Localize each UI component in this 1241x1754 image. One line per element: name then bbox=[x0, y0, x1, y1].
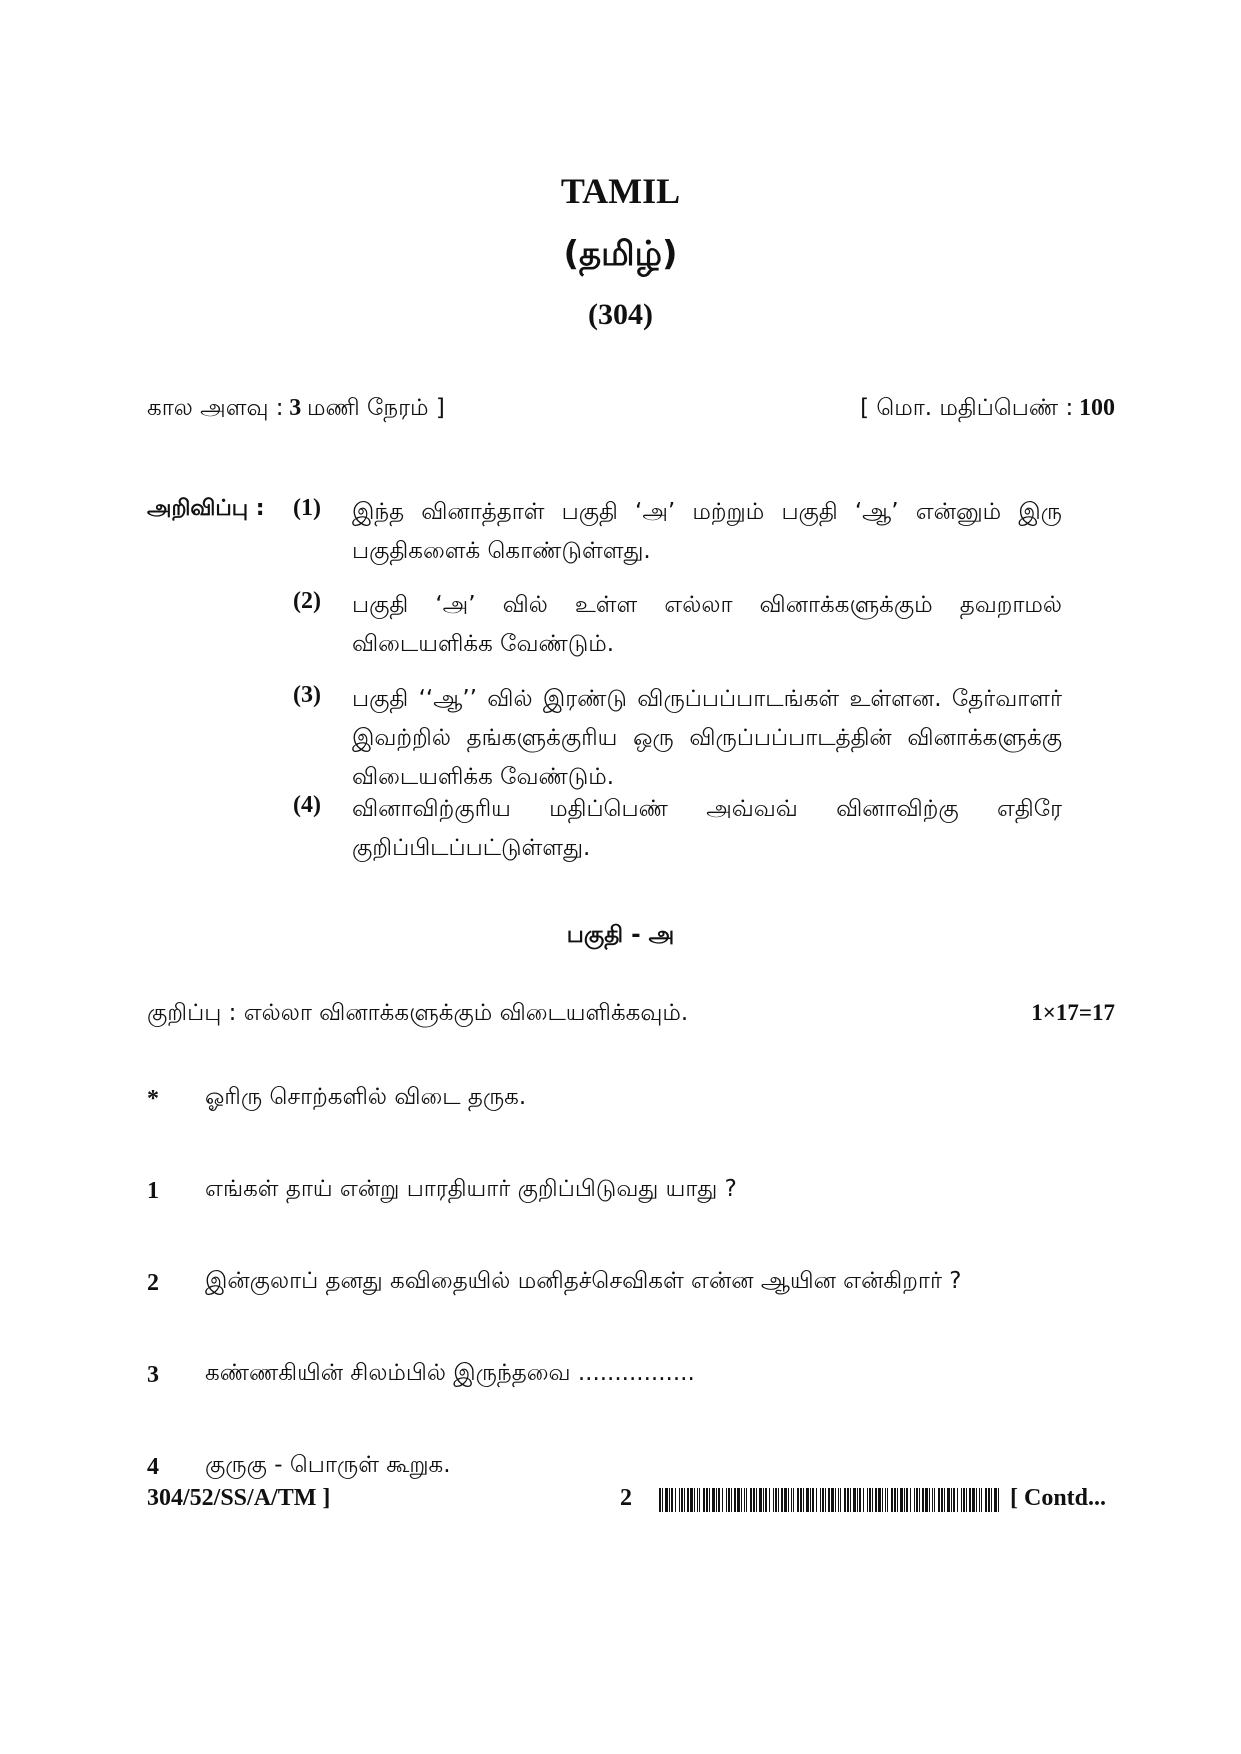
barcode-bar bbox=[853, 1488, 856, 1512]
barcode-bar bbox=[756, 1488, 757, 1512]
question-number: * bbox=[147, 1086, 159, 1112]
barcode-bar bbox=[793, 1488, 794, 1512]
barcode-bar bbox=[773, 1488, 774, 1512]
barcode-bar bbox=[831, 1488, 834, 1512]
instruction-text: பகுதி ‘‘ஆ’’ வில் இரண்டு விருப்பப்பாடங்கள் உள்ளன. தேர்வாளர் இவற்றில் தங்களுக்குரிய ஒரு விருப்பப்பாடத்தின் வினாக்களுக்கு விடையளிக்க வேண்டும். bbox=[352, 686, 1062, 790]
barcode-bar bbox=[722, 1488, 723, 1512]
barcode-bar bbox=[998, 1488, 999, 1512]
barcode-bar bbox=[900, 1488, 903, 1512]
barcode-bar bbox=[872, 1488, 873, 1512]
page-title-tamil: (தமிழ்) bbox=[563, 234, 678, 274]
barcode-bar bbox=[734, 1488, 736, 1512]
barcode-bar bbox=[784, 1488, 787, 1512]
barcode-bar bbox=[838, 1488, 839, 1512]
barcode-bar bbox=[835, 1488, 836, 1512]
barcode-bar bbox=[922, 1488, 924, 1512]
barcode-bar bbox=[669, 1488, 670, 1512]
barcode-bar bbox=[759, 1488, 762, 1512]
barcode-bar bbox=[859, 1488, 861, 1512]
barcode-bar bbox=[775, 1488, 777, 1512]
barcode-bar bbox=[703, 1488, 705, 1512]
barcode-bar bbox=[929, 1488, 930, 1512]
barcode-bar bbox=[914, 1488, 915, 1512]
barcode-bar bbox=[991, 1488, 992, 1512]
barcode-bar bbox=[687, 1488, 689, 1512]
question-number: 3 bbox=[147, 1362, 159, 1388]
barcode-bar bbox=[731, 1488, 732, 1512]
barcode-bar bbox=[706, 1488, 708, 1512]
barcode-bar bbox=[850, 1488, 851, 1512]
marks-label: [ மொ. மதிப்பெண் : bbox=[860, 395, 1074, 421]
barcode-bar bbox=[671, 1488, 673, 1512]
instruction-number: (2) bbox=[293, 588, 321, 614]
barcode-bar bbox=[718, 1488, 720, 1512]
barcode-bar bbox=[812, 1488, 814, 1512]
barcode-bar bbox=[697, 1488, 698, 1512]
barcode-bar bbox=[825, 1488, 826, 1512]
barcode-bar bbox=[675, 1488, 676, 1512]
continued-marker: [ Contd... bbox=[1010, 1485, 1107, 1511]
barcode-bar bbox=[750, 1488, 752, 1512]
question-text: இன்குலாப் தனது கவிதையில் மனிதச்செவிகள் என்ன ஆயின என்கிறார் ? bbox=[205, 1268, 962, 1294]
instruction-number: (1) bbox=[293, 495, 321, 521]
maximum-marks bbox=[860, 395, 1115, 424]
subject-code: (304) bbox=[588, 298, 653, 331]
barcode-bar bbox=[741, 1488, 742, 1512]
barcode-bar bbox=[746, 1488, 747, 1512]
barcode-bar bbox=[816, 1488, 817, 1512]
barcode-icon bbox=[659, 1488, 999, 1512]
instruction-text: இந்த வினாத்தாள் பகுதி ‘அ’ மற்றும் பகுதி ‘ஆ’ என்னும் இரு பகுதிகளைக் கொண்டுள்ளது. bbox=[352, 499, 1062, 564]
barcode-bar bbox=[679, 1488, 680, 1512]
barcode-bar bbox=[910, 1488, 911, 1512]
marks-value: 100 bbox=[1079, 395, 1115, 421]
barcode-bar bbox=[763, 1488, 764, 1512]
paper-code: 304/52/SS/A/TM ] bbox=[147, 1485, 331, 1511]
instruction-number: (4) bbox=[293, 792, 321, 818]
barcode-bar bbox=[803, 1488, 804, 1512]
barcode-bar bbox=[810, 1488, 811, 1512]
barcode-bar bbox=[712, 1488, 715, 1512]
barcode-bar bbox=[947, 1488, 950, 1512]
barcode-bar bbox=[690, 1488, 693, 1512]
barcode-bar bbox=[938, 1488, 940, 1512]
section-note: குறிப்பு : எல்லா வினாக்களுக்கும் விடையளிக்கவும். bbox=[147, 1000, 689, 1026]
barcode-bar bbox=[778, 1488, 779, 1512]
barcode-bar bbox=[981, 1488, 982, 1512]
barcode-bar bbox=[941, 1488, 943, 1512]
question-text: குருகு - பொருள் கூறுக. bbox=[205, 1452, 451, 1478]
question-text: ஓரிரு சொற்களில் விடை தருக. bbox=[205, 1084, 527, 1110]
barcode-bar bbox=[791, 1488, 792, 1512]
question-text: எங்கள் தாய் என்று பாரதியார் குறிப்பிடுவது யாது ? bbox=[205, 1176, 737, 1202]
barcode-bar bbox=[781, 1488, 783, 1512]
barcode-bar bbox=[797, 1488, 799, 1512]
barcode-bar bbox=[769, 1488, 770, 1512]
barcode-bar bbox=[887, 1488, 888, 1512]
barcode-bar bbox=[869, 1488, 871, 1512]
section-marks: 1×17=17 bbox=[1031, 1000, 1115, 1025]
barcode-bar bbox=[863, 1488, 864, 1512]
barcode-bar bbox=[765, 1488, 767, 1512]
barcode-bar bbox=[994, 1488, 997, 1512]
barcode-bar bbox=[919, 1488, 920, 1512]
barcode-bar bbox=[916, 1488, 918, 1512]
barcode-bar bbox=[659, 1488, 661, 1512]
barcode-bar bbox=[894, 1488, 896, 1512]
barcode-bar bbox=[966, 1488, 967, 1512]
barcode-bar bbox=[904, 1488, 905, 1512]
barcode-bar bbox=[934, 1488, 935, 1512]
barcode-bar bbox=[878, 1488, 881, 1512]
page-number: 2 bbox=[620, 1485, 632, 1511]
barcode-bar bbox=[806, 1488, 809, 1512]
barcode-bar bbox=[897, 1488, 898, 1512]
instruction-number: (3) bbox=[293, 682, 321, 708]
barcode-bar bbox=[665, 1488, 668, 1512]
barcode-bar bbox=[699, 1488, 700, 1512]
barcode-bar bbox=[988, 1488, 990, 1512]
page-title: TAMIL bbox=[560, 171, 681, 211]
barcode-bar bbox=[716, 1488, 717, 1512]
barcode-bar bbox=[737, 1488, 740, 1512]
barcode-bar bbox=[753, 1488, 755, 1512]
question-number: 2 bbox=[147, 1270, 159, 1296]
time-value: 3 bbox=[289, 395, 302, 421]
barcode-bar bbox=[944, 1488, 945, 1512]
barcode-bar bbox=[857, 1488, 858, 1512]
barcode-bar bbox=[728, 1488, 730, 1512]
question-text: கண்ணகியின் சிலம்பில் இருந்தவை ................ bbox=[205, 1360, 695, 1386]
barcode-bar bbox=[867, 1488, 868, 1512]
barcode-bar bbox=[828, 1488, 830, 1512]
barcode-bar bbox=[882, 1488, 883, 1512]
instructions-label: அறிவிப்பு : bbox=[147, 496, 265, 521]
barcode-bar bbox=[932, 1488, 933, 1512]
question-number: 4 bbox=[147, 1454, 159, 1480]
barcode-graphic bbox=[659, 1488, 999, 1512]
barcode-bar bbox=[957, 1488, 958, 1512]
time-unit: மணி நேரம் ] bbox=[307, 395, 445, 421]
barcode-bar bbox=[822, 1488, 824, 1512]
section-title: பகுதி - அ bbox=[566, 922, 675, 948]
barcode-bar bbox=[976, 1488, 977, 1512]
barcode-bar bbox=[709, 1488, 710, 1512]
barcode-bar bbox=[840, 1488, 841, 1512]
barcode-bar bbox=[891, 1488, 893, 1512]
barcode-bar bbox=[662, 1488, 663, 1512]
time-allowed bbox=[147, 395, 445, 424]
barcode-bar bbox=[969, 1488, 971, 1512]
barcode-bar bbox=[885, 1488, 886, 1512]
barcode-bar bbox=[844, 1488, 846, 1512]
barcode-bar bbox=[726, 1488, 727, 1512]
barcode-bar bbox=[963, 1488, 965, 1512]
barcode-bar bbox=[694, 1488, 695, 1512]
barcode-bar bbox=[953, 1488, 955, 1512]
barcode-bar bbox=[847, 1488, 849, 1512]
barcode-bar bbox=[684, 1488, 685, 1512]
barcode-bar bbox=[788, 1488, 789, 1512]
barcode-bar bbox=[820, 1488, 821, 1512]
barcode-bar bbox=[985, 1488, 987, 1512]
question-number: 1 bbox=[147, 1178, 159, 1204]
time-label: கால அளவு : bbox=[147, 395, 284, 421]
barcode-bar bbox=[961, 1488, 962, 1512]
barcode-bar bbox=[951, 1488, 952, 1512]
instruction-text: வினாவிற்குரிய மதிப்பெண் அவ்வவ் வினாவிற்கு எதிரே குறிப்பிடப்பட்டுள்ளது. bbox=[352, 796, 1062, 861]
barcode-bar bbox=[906, 1488, 908, 1512]
barcode-bar bbox=[800, 1488, 802, 1512]
barcode-bar bbox=[972, 1488, 975, 1512]
barcode-bar bbox=[925, 1488, 928, 1512]
barcode-bar bbox=[681, 1488, 683, 1512]
barcode-bar bbox=[744, 1488, 745, 1512]
instruction-text: பகுதி ‘அ’ வில் உள்ள எல்லா வினாக்களுக்கும் தவறாமல் விடையளிக்க வேண்டும். bbox=[352, 592, 1062, 657]
barcode-bar bbox=[875, 1488, 877, 1512]
barcode-bar bbox=[979, 1488, 980, 1512]
